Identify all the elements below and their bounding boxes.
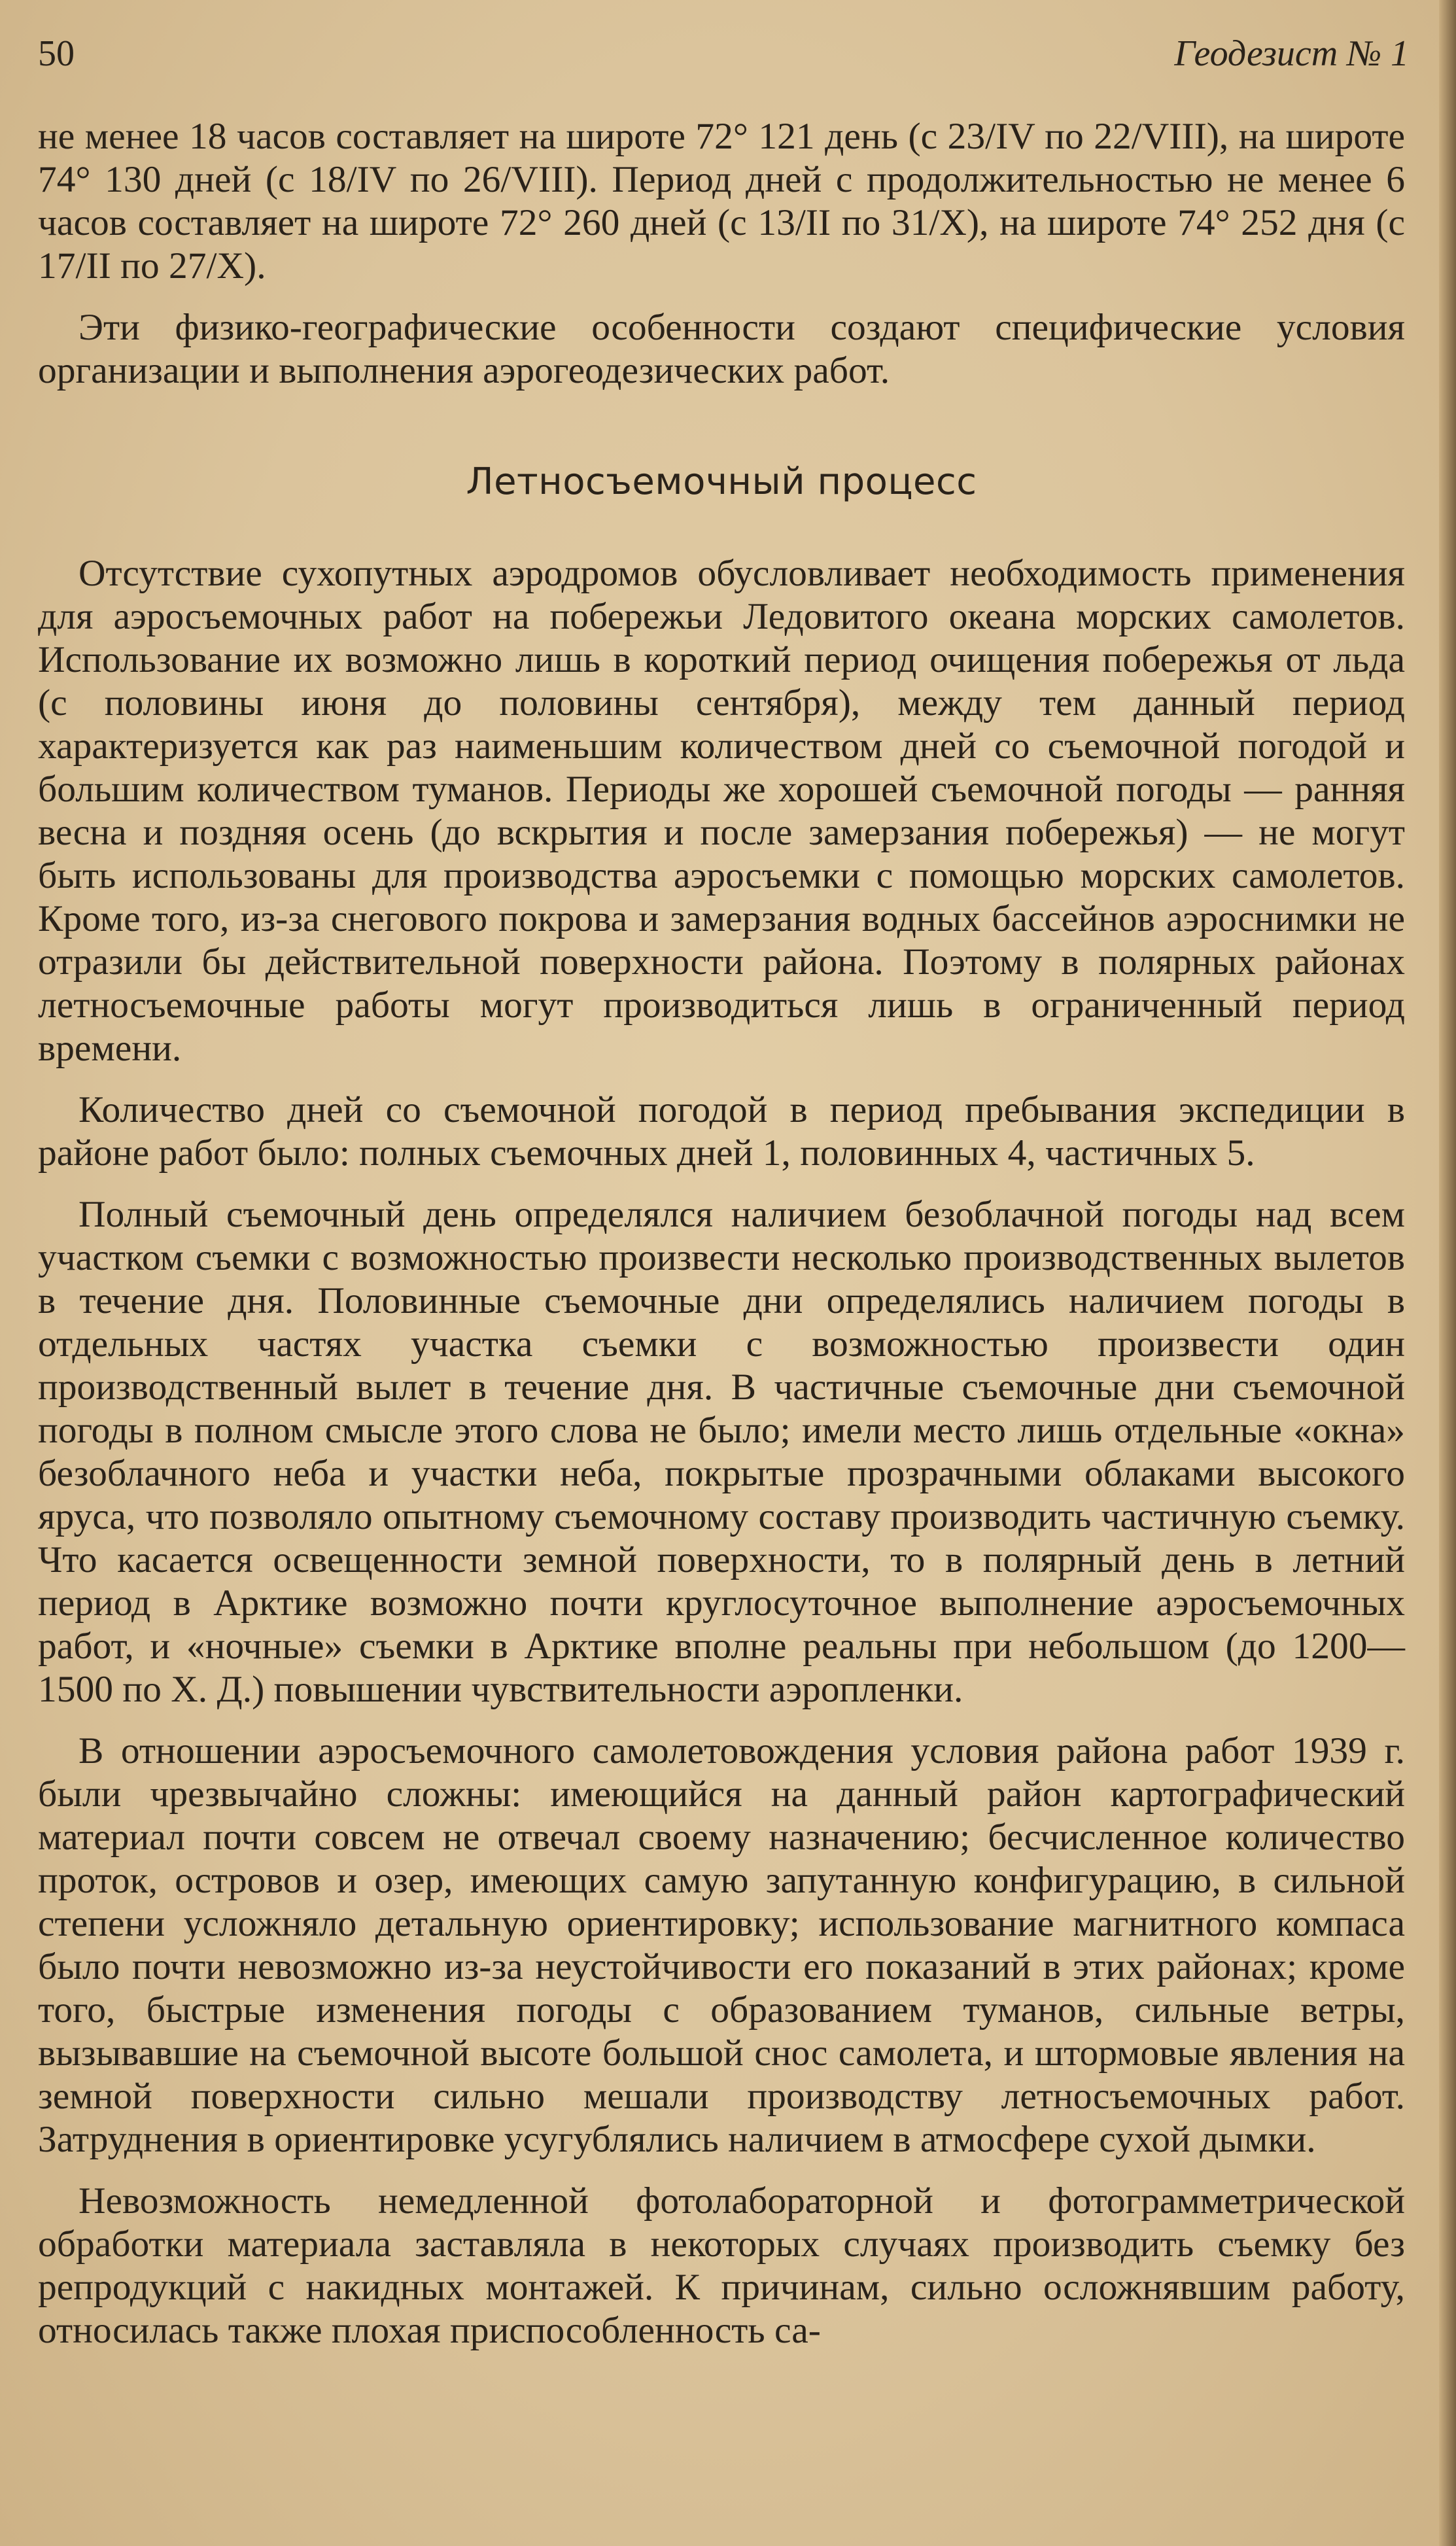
paragraph: Полный съемочный день определялся наличием безоблачной погоды над всем участком съемки с возможностью произвести несколько производственных вылетов в течение дня. Половинные съемочные дни определялись наличием погоды в отдельных частях участка съемки с возможностью произвести один производственный вылет в течение дня. В частичные съемочные дни съемочной погоды в полном смысле этого слова не было; имели место лишь отдельные «окна» безоблачного неба и участки неба, покрытые прозрачными облаками высокого яруса, что позволяло опытному съемочному составу производить частичную съемку. Что касается освещенности земной поверхности, то в полярный день в летний период в Арктике возможно почти круглосуточное выполнение аэросъемочных работ, и «ночные» съемки в Арктике вполне реальны при небольшом (до 1200—1500 по Х. Д.) повышении чувствительности аэропленки.	[38, 1194, 1405, 1710]
paragraph: Невозможность немедленной фотолабораторной и фотограмметрической обработки материала заставляла в некоторых случаях производить съемку без репродукций с накидных монтажей. К причинам, сильно осложнявшим работу, относилась также плохая приспособленность са-	[38, 2180, 1405, 2351]
document-body	[38, 115, 1405, 2352]
running-title: Геодезист № 1	[1174, 33, 1409, 74]
paragraph: Отсутствие сухопутных аэродромов обусловливает необходимость применения для аэросъемочных работ на побережьи Ледовитого океана морских самолетов. Использование их возможно лишь в короткий период очищения побережья от льда (с половины июня до половины сентября), между тем данный период характеризуется как раз наименьшим количеством дней со съемочной погодой и большим количеством туманов. Периоды же хорошей съемочной погоды — ранняя весна и поздняя осень (до вскрытия и после замерзания побережья) — не могут быть использованы для производства аэросъемки с помощью морских самолетов. Кроме того, из-за снегового покрова и замерзания водных бассейнов аэроснимки не отразили бы действительной поверхности района. Поэтому в полярных районах летносъемочные работы могут производиться лишь в ограниченный период времени.	[38, 553, 1405, 1069]
paragraph: В отношении аэросъемочного самолетовождения условия района работ 1939 г. были чрезвычайно сложны: имеющийся на данный район картографический материал почти совсем не отвечал своему назначению; бесчисленное количество проток, островов и озер, имеющих самую запутанную конфигурацию, в сильной степени усложняло детальную ориентировку; использование магнитного компаса было почти невозможно из-за неустойчивости его показаний в этих районах; кроме того, быстрые изменения погоды с образованием туманов, сильные ветры, вызывавшие на съемочной высоте большой снос самолета, и штормовые явления на земной поверхности сильно мешали производству летносъемочных работ. Затруднения в ориентировке усугублялись наличием в атмосфере сухой дымки.	[38, 1730, 1405, 2160]
paragraph-continued: не менее 18 часов составляет на широте 72° 121 день (с 23/IV по 22/VIII), на широте 74° 130 дней (с 18/IV по 26/VIII). Период дней с продолжительностью не менее 6 часов составляет на широте 72° 260 дней (с 13/II по 31/X), на широте 74° 252 дня (с 17/II по 27/X).	[38, 116, 1405, 287]
paragraph: Количество дней со съемочной погодой в период пребывания экспедиции в районе работ было: полных съемочных дней 1, половинных 4, частичных 5.	[38, 1089, 1405, 1174]
paragraph: Эти физико-географические особенности создают специфические условия организации и выполнения аэрогеодезических работ.	[38, 307, 1405, 391]
page-header	[38, 26, 1409, 78]
page-edge-shadow	[1439, 0, 1456, 2546]
page-number: 50	[38, 33, 75, 74]
section-heading: Летносъемочный процесс	[466, 461, 977, 503]
